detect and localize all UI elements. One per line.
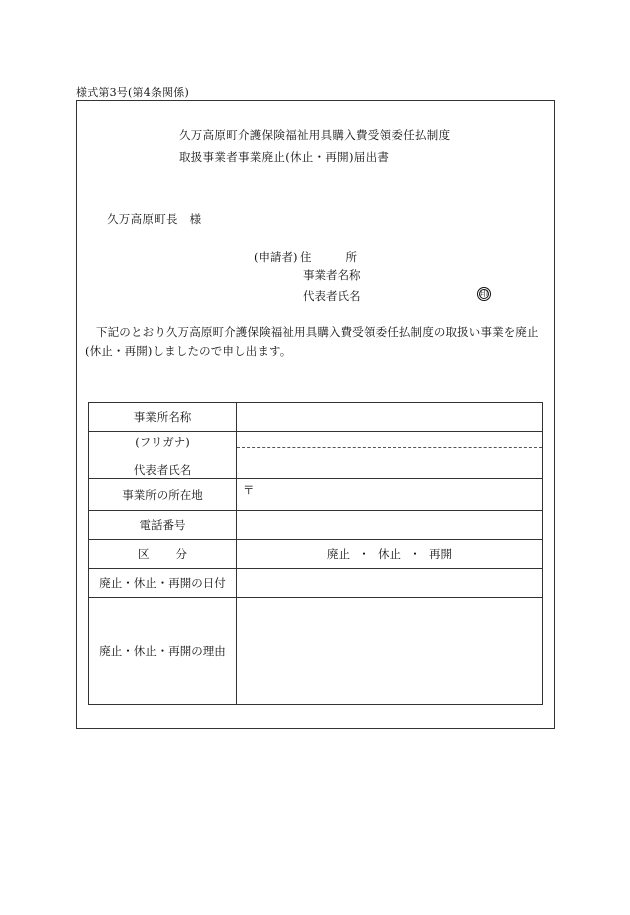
option-kyushi[interactable]: 休止 bbox=[378, 547, 401, 561]
furigana-label: (フリガナ) bbox=[135, 435, 190, 449]
date-field[interactable] bbox=[237, 569, 543, 598]
option-separator: ・ bbox=[409, 547, 421, 561]
applicant-representative-label: 代表者氏名 bbox=[303, 289, 361, 303]
form-title-line-1: 久万高原町介護保険福祉用具購入費受領委任払制度 bbox=[179, 128, 451, 142]
table-row bbox=[89, 479, 543, 511]
representative-field[interactable] bbox=[237, 432, 543, 479]
category-label-2: 分 bbox=[175, 547, 187, 561]
category-label-1: 区 bbox=[138, 547, 150, 561]
address-label-2: 所 bbox=[345, 250, 357, 264]
representative-label: 代表者氏名 bbox=[133, 463, 192, 477]
table-row bbox=[89, 403, 543, 432]
applicant-prefix: (申請者) bbox=[254, 250, 298, 264]
addressee: 久万高原町長 様 bbox=[107, 212, 202, 226]
reason-field[interactable] bbox=[237, 598, 543, 705]
form-title-line-2: 取扱事業者事業廃止(休止・再開)届出書 bbox=[179, 150, 390, 164]
phone-label: 電話番号 bbox=[89, 511, 237, 540]
option-saikai[interactable]: 再開 bbox=[429, 547, 452, 561]
reason-label: 廃止・休止・再開の理由 bbox=[89, 598, 237, 705]
body-text: 下記のとおり久万高原町介護保険福祉用具購入費受領委任払制度の取扱い事業を廃止(休止・再開)しましたので申し出ます。 bbox=[85, 325, 539, 358]
table-row bbox=[89, 540, 543, 569]
table-row bbox=[89, 511, 543, 540]
representative-cell bbox=[89, 432, 237, 479]
seal-icon: 印 bbox=[477, 287, 491, 301]
category-label bbox=[89, 540, 237, 569]
form-number: 様式第3号(第4条関係) bbox=[76, 86, 189, 99]
form-table bbox=[88, 402, 543, 705]
applicant-address-label bbox=[300, 249, 357, 265]
office-name-label: 事業所名称 bbox=[89, 403, 237, 432]
location-label: 事業所の所在地 bbox=[89, 479, 237, 511]
location-field[interactable] bbox=[237, 479, 543, 511]
furigana-field[interactable] bbox=[237, 432, 542, 448]
applicant-business-name-label: 事業者名称 bbox=[303, 268, 361, 282]
table-row bbox=[89, 569, 543, 598]
category-field bbox=[237, 540, 543, 569]
office-name-field[interactable] bbox=[237, 403, 543, 432]
date-label: 廃止・休止・再開の日付 bbox=[89, 569, 237, 598]
option-separator: ・ bbox=[358, 547, 370, 561]
postal-mark: 〒 bbox=[243, 483, 255, 497]
table-row bbox=[89, 598, 543, 705]
address-label-1: 住 bbox=[300, 250, 312, 264]
table-row bbox=[89, 432, 543, 479]
phone-field[interactable] bbox=[237, 511, 543, 540]
option-haishi[interactable]: 廃止 bbox=[327, 547, 350, 561]
